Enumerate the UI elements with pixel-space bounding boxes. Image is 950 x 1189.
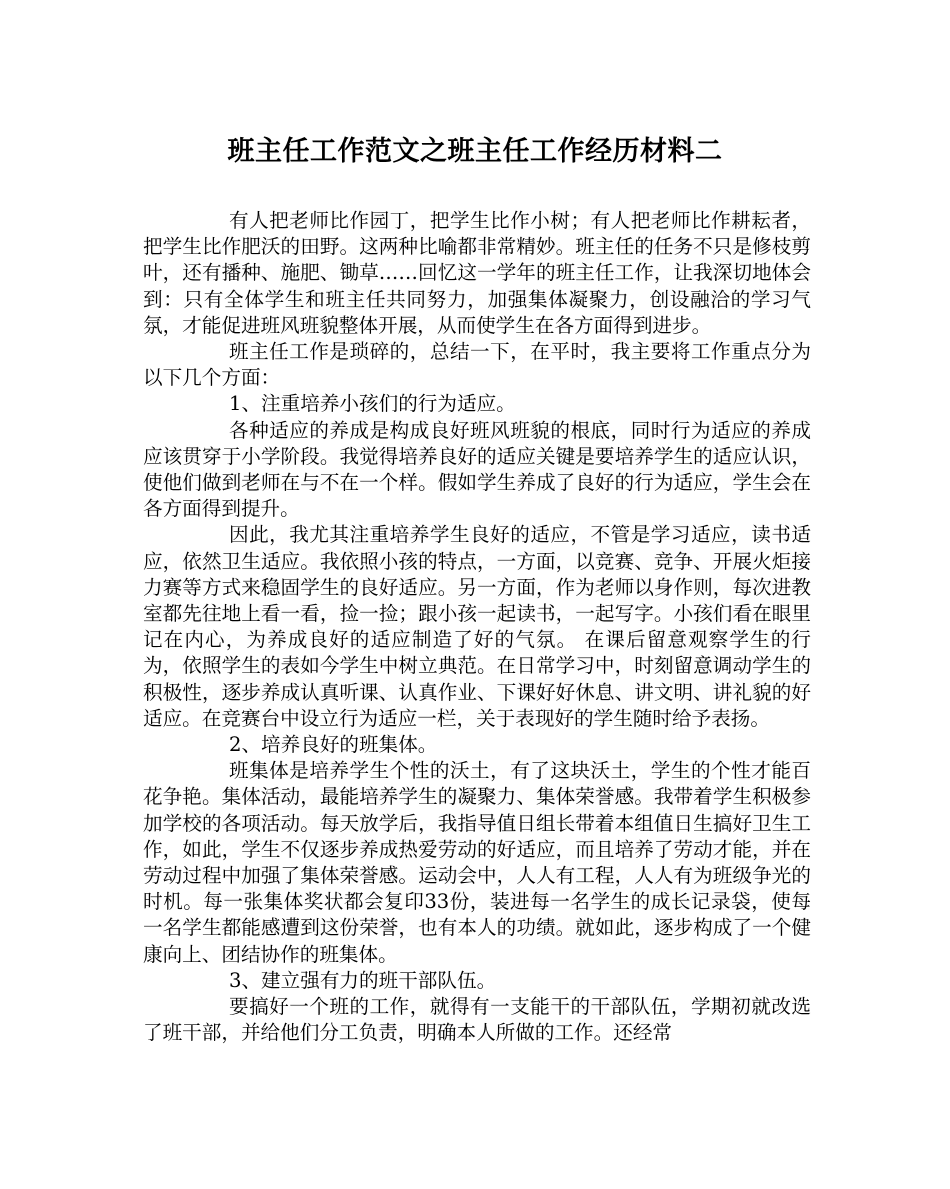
paragraph-overview: 班主任工作是琐碎的，总结一下，在平时，我主要将工作重点分为以下几个方面： — [143, 340, 811, 390]
document-body — [143, 208, 811, 1047]
paragraph-intro: 有人把老师比作园丁，把学生比作小树；有人把老师比作耕耘者，把学生比作肥沃的田野。这两种比喻都非常精妙。班主任的任务不只是修枝剪叶，还有播种、施肥、锄草……回忆这一学年的班主任工作，让我深切地体会到：只有全体学生和班主任共同努力，加强集体凝聚力，创设融洽的学习气氛，才能促进班风班貌整体开展，从而使学生在各方面得到进步。 — [143, 209, 811, 337]
paragraph-class-leaders: 要搞好一个班的工作，就得有一支能干的干部队伍，学期初就改选了班干部，并给他们分工负责，明确本人所做的工作。还经常 — [143, 995, 811, 1045]
section-heading-3: 3、建立强有力的班干部队伍。 — [229, 968, 497, 992]
section-heading-2: 2、培养良好的班集体。 — [229, 733, 438, 757]
paragraph-habits: 各种适应的养成是构成良好班风班貌的根底，同时行为适应的养成应该贯穿于小学阶段。我觉得培养良好的适应关键是要培养学生的适应认识，使他们做到老师在与不在一个样。假如学生养成了良好的行为适应，学生会在各方面得到提升。 — [143, 418, 811, 521]
paragraph-habits-methods: 因此，我尤其注重培养学生良好的适应，不管是学习适应，读书适应，依然卫生适应。我依照小孩的特点，一方面，以竞赛、竞争、开展火炬接力赛等方式来稳固学生的良好适应。另一方面，作为老师以身作则，每次进教室都先往地上看一看，捡一捡；跟小孩一起读书，一起写字。小孩们看在眼里记在内心，为养成良好的适应制造了好的气氛。 在课后留意观察学生的行为，依照学生的表如今学生中树立典范。在日常学习中，时刻留意调动学生的积极性，逐步养成认真听课、认真作业、下课好好休息、讲文明、讲礼貌的好适应。在竞赛台中设立行为适应一栏，关于表现好的学生随时给予表扬。 — [143, 523, 811, 730]
document-title: 班主任工作范文之班主任工作经历材料二 — [227, 136, 723, 167]
paragraph-collective: 班集体是培养学生个性的沃土，有了这块沃土，学生的个性才能百花争艳。集体活动，最能培养学生的凝聚力、集体荣誉感。我带着学生积极参加学校的各项活动。每天放学后，我指导值日组长带着本组值日生搞好卫生工作，如此，学生不仅逐步养成热爱劳动的好适应，而且培养了劳动才能，并在劳动过程中加强了集体荣誉感。运动会中，人人有工程，人人有为班级争光的时机。每一张集体奖状都会复印33份，装进每一名学生的成长记录袋，使每一名学生都能感遭到这份荣誉，也有本人的功绩。就如此，逐步构成了一个健康向上、团结协作的班集体。 — [143, 759, 811, 966]
section-heading-1: 1、注重培养小孩们的行为适应。 — [229, 392, 516, 416]
